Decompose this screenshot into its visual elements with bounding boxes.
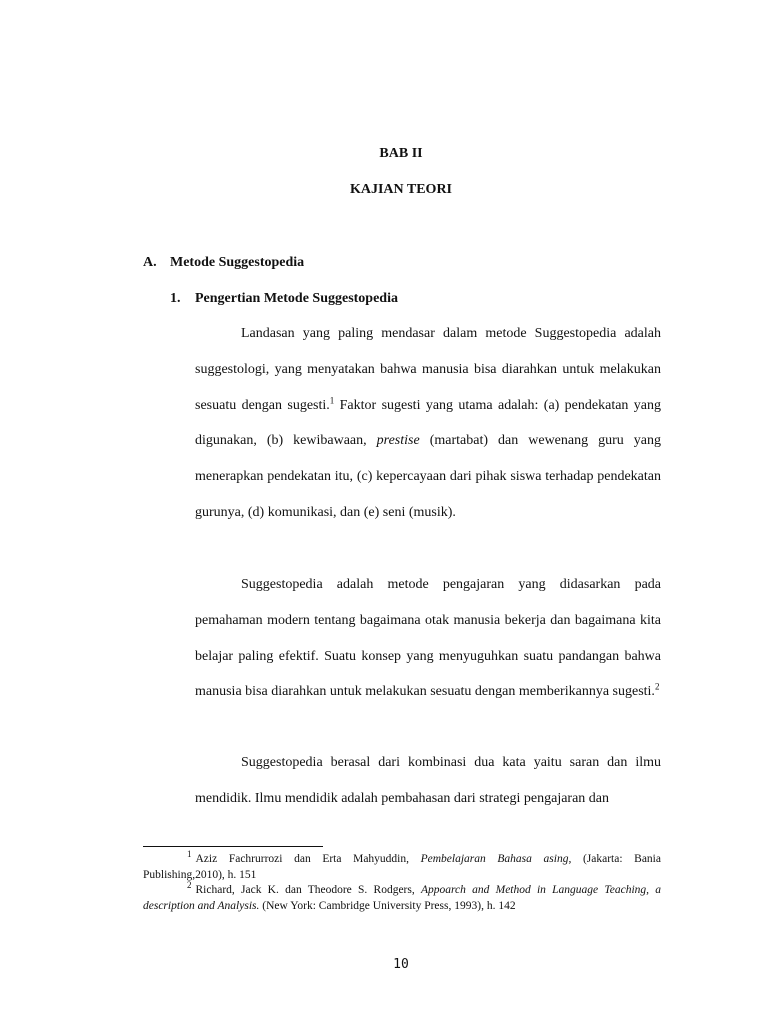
section-marker: A. [143, 255, 157, 270]
footnote-2 [143, 880, 661, 914]
paragraph-3-text: Suggestopedia berasal dari kombinasi dua kata yaitu saran dan ilmu mendidik. Ilmu mendidik adalah pembahasan dari strategi pengajaran dan [195, 755, 661, 806]
chapter-title: KAJIAN TEORI [349, 182, 453, 197]
footnote-1-text-b: (Jakarta: Bania Publishing,2010), h. 151 [143, 853, 661, 881]
paragraph-3 [195, 745, 661, 817]
footnote-1-text-a: Aziz Fachrurrozi dan Erta Mahyuddin, [195, 853, 421, 865]
footnote-2-text-a: Richard, Jack K. dan Theodore S. Rodgers, [195, 884, 421, 896]
footnote-1-mark: 1 [187, 849, 192, 860]
chapter-number: BAB II [379, 146, 423, 161]
section-heading [143, 255, 304, 271]
footnote-1-italic: Pembelajaran Bahasa asing, [420, 853, 572, 865]
paragraph-1-text-b: Faktor sugesti yang utama adalah: (a) pendekatan yang digunakan, (b) kewibawaan, [195, 397, 662, 449]
paragraph-1 [195, 316, 661, 531]
section-title: Metode Suggestopedia [170, 255, 305, 270]
subsection-title: Pengertian Metode Suggestopedia [195, 291, 398, 306]
paragraph-1-text-c: (martabat) dan wewenang guru yang menerapkan pendekatan itu, (c) kepercayaan dari pihak siswa terhadap pendekatan gurunya, (d) komunikasi, dan (e) seni (musik). [195, 433, 662, 520]
subsection-heading [170, 291, 398, 307]
footnote-2-italic: Appoarch and Method in Language Teaching, a description and Analysis. [143, 884, 661, 912]
footnote-2-mark: 2 [187, 880, 192, 891]
paragraph-2 [195, 567, 661, 710]
paragraph-1-text-a: Landasan yang paling mendasar dalam metode Suggestopedia adalah suggestologi, yang menyatakan bahwa manusia bisa diarahkan untuk melakukan sesuatu dengan sugesti. [195, 326, 661, 413]
footnote-divider [143, 846, 323, 847]
footnote-1 [143, 849, 661, 883]
paragraph-1-italic: prestise [376, 433, 420, 449]
footnotes [143, 849, 661, 914]
footnote-ref-1: 1 [329, 394, 335, 405]
page-number: 10 [393, 957, 409, 972]
footnote-2-text-b: (New York: Cambridge University Press, 1993), h. 142 [259, 899, 516, 912]
subsection-marker: 1. [170, 291, 181, 306]
paragraph-2-text: Suggestopedia adalah metode pengajaran yang didasarkan pada pemahaman modern tentang bagaimana otak manusia bekerja dan bagaimana kita belajar paling efektif. Suatu konsep yang menyuguhkan suatu pandangan bahwa manusia bisa diarahkan untuk melakukan sesuatu dengan memberikannya sugesti. [195, 577, 661, 700]
footnote-ref-2: 2 [654, 681, 660, 692]
